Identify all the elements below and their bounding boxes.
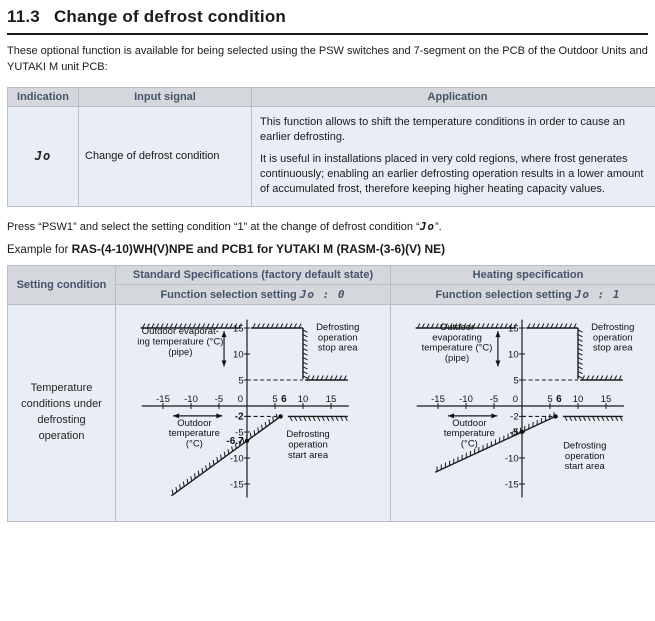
svg-text:5: 5 — [547, 394, 553, 406]
svg-text:-15: -15 — [504, 479, 519, 491]
section-title: Change of defrost condition — [53, 7, 287, 26]
svg-text:15: 15 — [508, 323, 519, 335]
svg-text:6: 6 — [281, 394, 287, 406]
svg-text:-5: -5 — [214, 394, 224, 406]
svg-text:5: 5 — [272, 394, 278, 406]
svg-text:-5: -5 — [489, 394, 499, 406]
svg-text:-15: -15 — [431, 394, 445, 406]
svg-text:Defrostingoperationstart area: Defrosting operation start area — [286, 429, 330, 462]
defrost-chart-heating — [397, 313, 655, 509]
indication-table — [7, 87, 655, 207]
svg-text:-10: -10 — [459, 394, 473, 406]
application-cell — [252, 106, 655, 206]
heating-chart-cell — [391, 304, 655, 521]
example-model-names: RAS-(4-10)WH(V)NPE and PCB1 for YUTAKI M (RASM-(3-6)(V) NE) — [71, 241, 446, 256]
svg-text:Defrostingoperationstop area: Defrosting operation stop area — [591, 322, 635, 355]
svg-text:-5: -5 — [509, 427, 519, 439]
svg-text:Defrostingoperationstop area: Defrosting operation stop area — [316, 322, 360, 355]
temperature-conditions-row — [8, 304, 655, 521]
svg-text:Outdoor evaporat-ing temperatu: Outdoor evaporat-ing temperature (°C) (pipe) — [137, 326, 224, 359]
svg-text:15: 15 — [600, 394, 612, 406]
svg-text:10: 10 — [297, 394, 309, 406]
example-line — [7, 242, 648, 256]
intro-paragraph: These optional function is available for being selected using the PSW switches and 7-segment on the PCB of the Outdoor Units and YUTAKI M unit PCB: — [7, 45, 648, 73]
section-heading — [7, 7, 648, 35]
standard-spec-header: Standard Specifications (factory default state) — [116, 265, 391, 284]
col-header-application: Application — [252, 87, 655, 106]
seven-segment-code-inline: Jo — [419, 219, 435, 233]
svg-text:10: 10 — [233, 349, 244, 361]
svg-text:-6.7: -6.7 — [226, 436, 244, 448]
svg-text:Defrostingoperationstart area: Defrosting operation start area — [563, 440, 607, 473]
standard-function-setting-text: Function selection setting — [160, 288, 300, 301]
application-paragraph-2: It is useful in installations placed in very cold regions, where frost generates continuously; enabling an earlier defrosting operation results in a lower amount of accumulated frost, therefore keeping higher heating capacity values. — [260, 152, 644, 196]
svg-text:5: 5 — [238, 375, 244, 387]
standard-chart-cell — [116, 304, 391, 521]
col-header-indication: Indication — [8, 87, 79, 106]
indication-table-row — [8, 106, 655, 206]
svg-text:-10: -10 — [504, 453, 519, 465]
standard-setting-code: Jo : 0 — [299, 287, 346, 301]
defrost-chart-standard — [122, 313, 384, 509]
svg-text:10: 10 — [508, 349, 519, 361]
svg-text:15: 15 — [233, 323, 244, 335]
standard-function-setting — [116, 284, 391, 304]
svg-text:-5: -5 — [235, 427, 244, 439]
setting-condition-header: Setting condition — [8, 265, 116, 304]
svg-text:6: 6 — [556, 394, 562, 406]
press-instruction-suffix: ”. — [434, 220, 442, 233]
svg-text:-10: -10 — [229, 453, 244, 465]
press-instruction — [7, 220, 648, 233]
svg-text:0: 0 — [512, 394, 519, 406]
svg-text:0: 0 — [237, 394, 244, 406]
input-signal-cell: Change of defrost condition — [79, 106, 252, 206]
svg-text:-10: -10 — [184, 394, 198, 406]
svg-text:-15: -15 — [156, 394, 170, 406]
seven-segment-code: Jo — [34, 149, 52, 164]
section-number: 11.3 — [7, 7, 40, 26]
application-paragraph-1: This function allows to shift the temperature conditions in order to cause an earlier defrosting. — [260, 115, 626, 144]
svg-text:Outdoortemperature(°C): Outdoor temperature (°C) — [168, 418, 220, 450]
svg-text:15: 15 — [325, 394, 337, 406]
indication-table-header-row — [8, 87, 655, 106]
svg-text:Outdoortemperature(°C): Outdoor temperature (°C) — [443, 418, 495, 450]
svg-text:10: 10 — [572, 394, 584, 406]
svg-text:-2: -2 — [510, 412, 519, 424]
svg-text:-15: -15 — [229, 479, 244, 491]
col-header-input-signal: Input signal — [79, 87, 252, 106]
indication-cell — [8, 106, 79, 206]
svg-text:-2: -2 — [234, 412, 244, 424]
press-instruction-text: Press “PSW1” and select the setting condition “1” at the change of defrost condition “ — [7, 220, 420, 233]
row-label-cell: Temperature conditions under defrosting operation — [8, 304, 116, 521]
heating-spec-header: Heating specification — [391, 265, 655, 284]
svg-text:5: 5 — [513, 375, 519, 387]
heating-setting-code: Jo : 1 — [574, 287, 621, 301]
setting-condition-table — [7, 265, 655, 522]
example-prefix: Example for — [7, 243, 72, 256]
heating-function-setting-text: Function selection setting — [435, 288, 575, 301]
heating-function-setting — [391, 284, 655, 304]
svg-text:Outdoorevaporatingtemperature: Outdoor evaporating temperature (°C) (pipe) — [421, 322, 493, 365]
spec-header-row — [8, 265, 655, 284]
